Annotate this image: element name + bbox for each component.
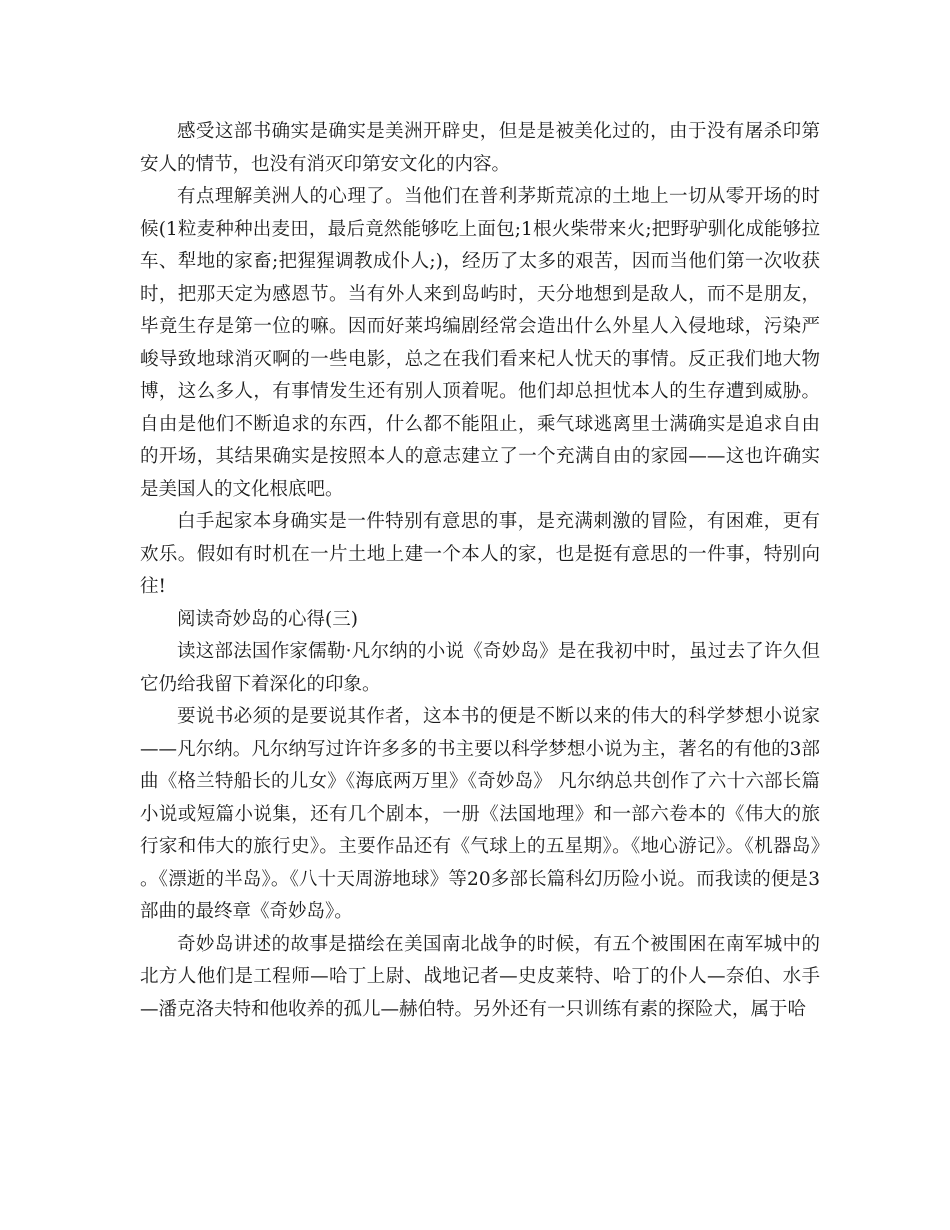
paragraph-about-author: 要说书必须的是要说其作者，这本书的便是不断以来的伟大的科学梦想小说家——凡尔纳。凡尔纳写过许许多多的书主要以科学梦想小说为主，著名的有他的3部曲《格兰特船长的儿女》《海底两万里》《奇妙岛》 凡尔纳总共创作了六十六部长篇小说或短篇小说集，还有几个剧本，一册《法国地理》和一部六卷本的《伟大的旅行家和伟大的旅行史》。主要作品还有《气球上的五星期》。《地心游记》。《机器岛》。《漂逝的半岛》。《八十天周游地球》等20多部长篇科幻历险小说。而我读的便是3部曲的最终章《奇妙岛》。 bbox=[140, 706, 820, 922]
paragraph-american-psychology: 有点理解美洲人的心理了。当他们在普利茅斯荒凉的土地上一切从零开场的时候(1粒麦种种出麦田，最后竟然能够吃上面包;1根火柴带来火;把野驴驯化成能够拉车、犁地的家畜;把猩猩调教成仆人;)，经历了太多的艰苦，因而当他们第一次收获时，把那天定为感恩节。当有外人来到岛屿时，天分地想到是敌人，而不是朋友，毕竟生存是第一位的嘛。因而好莱坞编剧经常会造出什么外星人入侵地球，污染严峻导致地球消灭啊的一些电影，总之在我们看来杞人忧天的事情。反正我们地大物博，这么多人，有事情发生还有别人顶着呢。他们却总担忧本人的生存遭到威胁。自由是他们不断追求的东西，什么都不能阻止，乘气球逃离里士满确实是追求自由的开场，其结果确实是按照本人的意志建立了一个充满自由的家园——这也许确实是美国人的文化根底吧。 bbox=[140, 186, 820, 500]
paragraph-story-summary: 奇妙岛讲述的故事是描绘在美国南北战争的时候，有五个被围困在南军城中的北方人他们是工程师—哈丁上尉、战地记者—史皮莱特、哈丁的仆人—奈伯、水手—潘克洛夫特和他收养的孤儿—赫伯特。另外还有一只训练有素的探险犬，属于哈 bbox=[140, 933, 820, 1020]
paragraph-building-a-home: 白手起家本身确实是一件特别有意思的事，是充满刺激的冒险，有困难，更有欢乐。假如有时机在一片土地上建一个本人的家，也是挺有意思的一件事，特别向往! bbox=[140, 511, 820, 597]
section-heading: 阅读奇妙岛的心得(三) bbox=[177, 608, 358, 630]
document-body bbox=[140, 116, 820, 1026]
paragraph-impression: 感受这部书确实是确实是美洲开辟史，但是是被美化过的，由于没有屠杀印第安人的情节，也没有消灭印第安文化的内容。 bbox=[140, 121, 820, 175]
paragraph-reading-memory: 读这部法国作家儒勒·凡尔纳的小说《奇妙岛》是在我初中时，虽过去了许久但它仍给我留下着深化的印象。 bbox=[140, 641, 820, 695]
